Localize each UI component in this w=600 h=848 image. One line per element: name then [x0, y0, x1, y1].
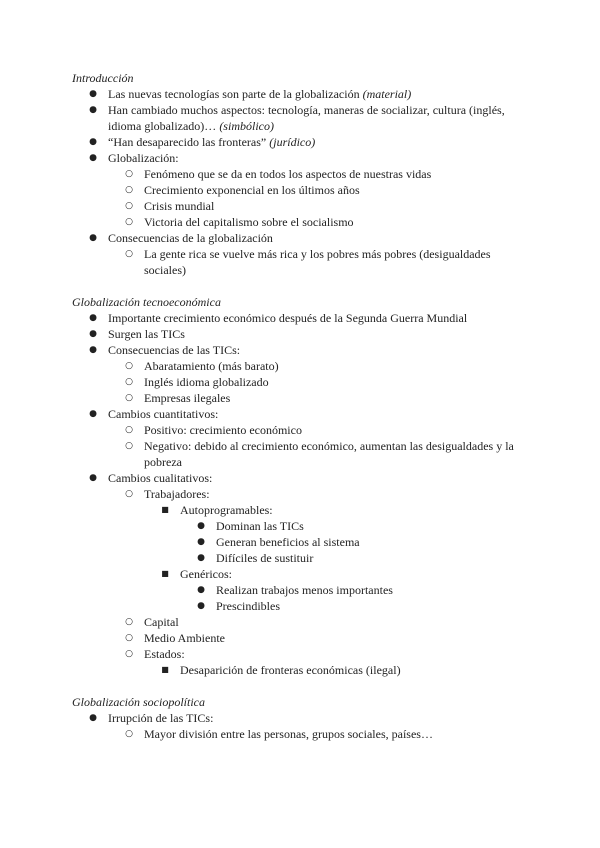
- list-item: [72, 486, 532, 502]
- list-item: [72, 422, 532, 438]
- list-item-text: Dominan las TICs: [216, 519, 304, 533]
- section-heading: Introducción: [72, 71, 134, 85]
- list-item: [72, 630, 532, 646]
- bullet-icon: ●: [197, 521, 205, 531]
- square-bullet-icon: ■: [161, 665, 169, 674]
- list-item-text: Cambios cuantitativos:: [108, 407, 219, 421]
- list-item-text: Positivo: crecimiento económico: [144, 423, 302, 437]
- list-item-text: Han cambiado muchos aspectos: tecnología, maneras de socializar, cultura (inglés, idioma globalizado)…: [108, 103, 505, 133]
- section-spacer: [72, 678, 532, 694]
- hollow-bullet-icon: ○: [125, 649, 133, 659]
- list-item-text: Genéricos:: [180, 567, 232, 581]
- list-item: [72, 614, 532, 630]
- section-heading: Globalización tecnoeconómica: [72, 295, 221, 309]
- list-item: [72, 182, 532, 198]
- bullet-icon: ●: [89, 137, 97, 147]
- list-item-text: Crecimiento exponencial en los últimos años: [144, 183, 360, 197]
- bullet-icon: ●: [197, 585, 205, 595]
- list-item-text: Consecuencias de la globalización: [108, 231, 273, 245]
- square-bullet-icon: ■: [161, 505, 169, 514]
- list-item: [72, 150, 532, 166]
- hollow-bullet-icon: ○: [125, 633, 133, 643]
- list-item-text: Fenómeno que se da en todos los aspectos de nuestras vidas: [144, 167, 432, 181]
- hollow-bullet-icon: ○: [125, 617, 133, 627]
- list-item: [72, 166, 532, 182]
- bullet-icon: ●: [197, 553, 205, 563]
- list-item: [72, 374, 532, 390]
- bullet-icon: ●: [89, 89, 97, 99]
- hollow-bullet-icon: ○: [125, 185, 133, 195]
- list-item: [72, 598, 532, 614]
- bullet-list: [72, 310, 532, 678]
- list-item-text: Cambios cualitativos:: [108, 471, 213, 485]
- bullet-icon: ●: [89, 233, 97, 243]
- list-item: [72, 310, 532, 326]
- list-item: [72, 470, 532, 486]
- list-item: [72, 246, 532, 278]
- list-item: [72, 438, 532, 470]
- hollow-bullet-icon: ○: [125, 249, 133, 259]
- list-item-note: (material): [362, 87, 412, 101]
- list-item: [72, 662, 532, 678]
- list-item-text: Mayor división entre las personas, grupos sociales, países…: [144, 727, 433, 741]
- list-item: [72, 518, 532, 534]
- list-item-text: Las nuevas tecnologías son parte de la globalización: [108, 87, 363, 101]
- list-item-text: Abaratamiento (más barato): [144, 359, 279, 373]
- list-item-text: Victoria del capitalismo sobre el socialismo: [144, 215, 354, 229]
- bullet-icon: ●: [89, 345, 97, 355]
- list-item-text: Capital: [144, 615, 179, 629]
- list-item-text: Autoprogramables:: [180, 503, 273, 517]
- hollow-bullet-icon: ○: [125, 393, 133, 403]
- list-item: [72, 390, 532, 406]
- list-item-text: Prescindibles: [216, 599, 280, 613]
- list-item: [72, 102, 532, 134]
- list-item: [72, 582, 532, 598]
- section-spacer: [72, 278, 532, 294]
- list-item: [72, 214, 532, 230]
- list-item-text: Realizan trabajos menos importantes: [216, 583, 393, 597]
- list-item-text: La gente rica se vuelve más rica y los pobres más pobres (desigualdades sociales): [144, 247, 491, 277]
- list-item: [72, 326, 532, 342]
- bullet-icon: ●: [89, 473, 97, 483]
- list-item-text: Importante crecimiento económico después de la Segunda Guerra Mundial: [108, 311, 468, 325]
- list-item-text: Irrupción de las TICs:: [108, 711, 214, 725]
- list-item: [72, 502, 532, 518]
- list-item-text: Empresas ilegales: [144, 391, 231, 405]
- list-item-text: Surgen las TICs: [108, 327, 185, 341]
- list-item-text: Estados:: [144, 647, 185, 661]
- list-item: [72, 534, 532, 550]
- bullet-icon: ●: [89, 329, 97, 339]
- bullet-icon: ●: [89, 105, 97, 115]
- list-item-text: Negativo: debido al crecimiento económico, aumentan las desigualdades y la pobreza: [144, 439, 514, 469]
- list-item-text: Desaparición de fronteras económicas (ilegal): [180, 663, 401, 677]
- list-item-text: Crisis mundial: [144, 199, 215, 213]
- hollow-bullet-icon: ○: [125, 201, 133, 211]
- bullet-icon: ●: [197, 601, 205, 611]
- hollow-bullet-icon: ○: [125, 441, 133, 451]
- bullet-icon: ●: [89, 313, 97, 323]
- list-item-text: “Han desaparecido las fronteras”: [108, 135, 270, 149]
- list-item-note: (simbólico): [219, 119, 274, 133]
- list-item: [72, 134, 532, 150]
- list-item-text: Difíciles de sustituir: [216, 551, 314, 565]
- bullet-icon: ●: [197, 537, 205, 547]
- hollow-bullet-icon: ○: [125, 377, 133, 387]
- list-item: [72, 406, 532, 422]
- hollow-bullet-icon: ○: [125, 425, 133, 435]
- list-item-text: Trabajadores:: [144, 487, 210, 501]
- list-item: [72, 358, 532, 374]
- list-item-text: Globalización:: [108, 151, 179, 165]
- list-item-text: Inglés idioma globalizado: [144, 375, 269, 389]
- bullet-icon: ●: [89, 153, 97, 163]
- list-item-text: Generan beneficios al sistema: [216, 535, 360, 549]
- list-item: [72, 726, 532, 742]
- hollow-bullet-icon: ○: [125, 217, 133, 227]
- list-item: [72, 646, 532, 662]
- section-heading: Globalización sociopolítica: [72, 695, 205, 709]
- document-content: [72, 70, 532, 742]
- list-item: [72, 550, 532, 566]
- hollow-bullet-icon: ○: [125, 361, 133, 371]
- list-item: [72, 86, 532, 102]
- bullet-list: [72, 86, 532, 278]
- bullet-list: [72, 710, 532, 742]
- list-item-text: Medio Ambiente: [144, 631, 225, 645]
- bullet-icon: ●: [89, 713, 97, 723]
- list-item: [72, 342, 532, 358]
- list-item: [72, 566, 532, 582]
- list-item: [72, 198, 532, 214]
- list-item-note: (jurídico): [269, 135, 316, 149]
- hollow-bullet-icon: ○: [125, 169, 133, 179]
- list-item-text: Consecuencias de las TICs:: [108, 343, 241, 357]
- list-item: [72, 230, 532, 246]
- hollow-bullet-icon: ○: [125, 489, 133, 499]
- square-bullet-icon: ■: [161, 569, 169, 578]
- hollow-bullet-icon: ○: [125, 729, 133, 739]
- list-item: [72, 710, 532, 726]
- bullet-icon: ●: [89, 409, 97, 419]
